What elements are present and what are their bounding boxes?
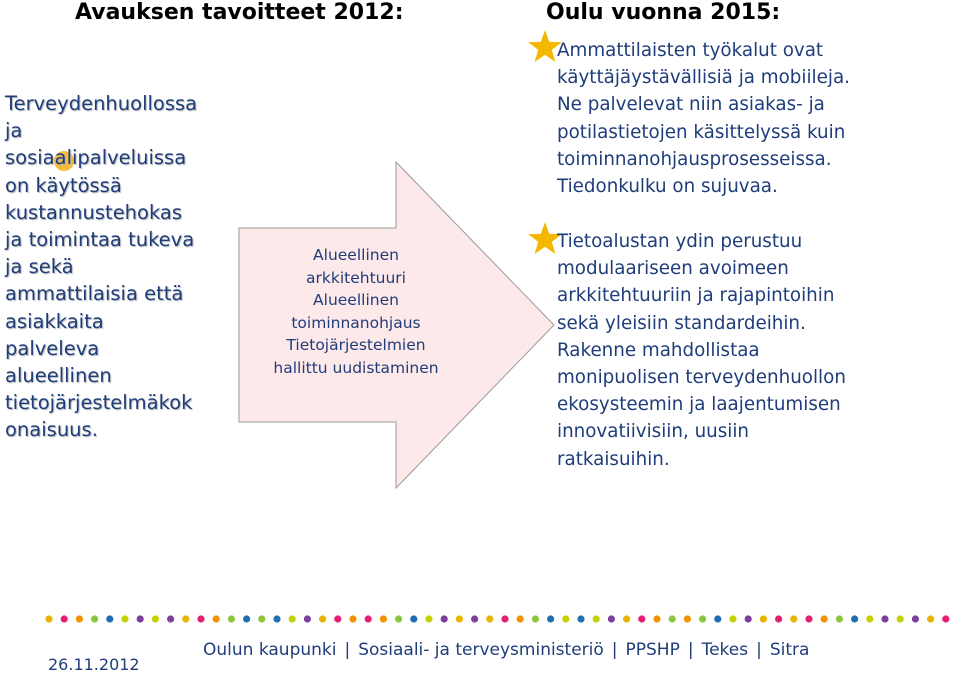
decorative-dot: [821, 615, 828, 622]
footer-separator: |: [687, 640, 694, 660]
bullet-line: ekosysteemin ja laajentumisen: [557, 394, 841, 416]
decorative-dot: [608, 615, 615, 622]
decorative-dot: [197, 615, 204, 622]
decorative-dot: [289, 615, 296, 622]
decorative-dot: [669, 615, 676, 622]
decorative-dot: [623, 615, 630, 622]
decorative-dot: [745, 615, 752, 622]
decorative-dot: [517, 615, 524, 622]
decorative-dot: [137, 615, 144, 622]
footer-org: PPSHP: [625, 640, 680, 660]
bullet-line: Rakenne mahdollistaa: [557, 339, 760, 361]
footer-org: Tekes: [701, 640, 749, 660]
goals-text-line: sosiaalipalveluissa: [5, 146, 187, 170]
decorative-dot: [562, 615, 569, 622]
decorative-dot: [942, 615, 949, 622]
goals-text-line: ja toimintaa tukeva: [5, 228, 195, 252]
decorative-dot: [380, 615, 387, 622]
bullet-line: monipuolisen terveydenhuollon: [557, 367, 846, 389]
decorative-dot: [638, 615, 645, 622]
footer-org: Sosiaali- ja terveysministeriö: [358, 640, 604, 660]
goals-text-line: ja: [5, 119, 23, 143]
arrow-text-line: Alueellinen: [313, 291, 399, 310]
decorative-dot: [866, 615, 873, 622]
decorative-dot: [912, 615, 919, 622]
decorative-dot: [456, 615, 463, 622]
bullet-line: Ammattilaisten työkalut ovat: [557, 40, 824, 61]
bullet-line: potilastietojen käsittelyssä kuin: [557, 121, 846, 143]
arrow-text-line: Alueellinen: [313, 246, 399, 264]
bullet-line: modulaariseen avoimeen: [557, 258, 789, 280]
decorative-dot: [501, 615, 508, 622]
decorative-dot: [760, 615, 767, 622]
arrow-text: [240, 244, 472, 380]
bullet-line: ratkaisuihin.: [557, 448, 670, 470]
goals-text-line: ja sekä: [5, 255, 74, 279]
goals-text-line: alueellinen: [5, 364, 112, 388]
decorative-dot: [425, 615, 432, 622]
decorative-dot: [365, 615, 372, 622]
decorative-dot: [61, 615, 68, 622]
decorative-dot: [714, 615, 721, 622]
decorative-dot: [334, 615, 341, 622]
decorative-dot: [395, 615, 402, 622]
bullet-line: Tietoalustan ydin perustuu: [557, 231, 803, 252]
decorative-dot: [836, 615, 843, 622]
goals-text-line: palveleva: [5, 336, 100, 360]
footer-date: 26.11.2012: [48, 655, 140, 674]
decorative-dot: [76, 615, 83, 622]
decorative-dot: [349, 615, 356, 622]
footer-org: Sitra: [769, 640, 810, 660]
arrow-text-line: toiminnanohjaus: [291, 313, 421, 332]
bullet-line: arkkitehtuuriin ja rajapintoihin: [557, 285, 835, 307]
decorative-dot: [45, 615, 52, 622]
bullet-tools: [557, 37, 850, 200]
decorative-dot: [273, 615, 280, 622]
footer-organizations: [203, 640, 809, 660]
decorative-dot: [881, 615, 888, 622]
decorative-dot: [213, 615, 220, 622]
decorative-dot: [927, 615, 934, 622]
heading-goals-2012: Avauksen tavoitteet 2012:: [75, 0, 404, 25]
decorative-dot: [258, 615, 265, 622]
decorative-dot: [577, 615, 584, 622]
decorative-dot: [441, 615, 448, 622]
decorative-dot: [593, 615, 600, 622]
arrow-text-line: arkkitehtuuri: [306, 268, 406, 287]
decorative-dot: [182, 615, 189, 622]
decorative-dot: [729, 615, 736, 622]
decorative-dot: [851, 615, 858, 622]
bullet-platform: [557, 228, 846, 473]
decorative-dot: [228, 615, 235, 622]
decorative-dot: [805, 615, 812, 622]
footer-separator: |: [756, 640, 762, 660]
decorative-dot: [897, 615, 904, 622]
bullet-line: Tiedonkulku on sujuvaa.: [557, 176, 778, 198]
decorative-dot: [106, 615, 113, 622]
arrow-text-line: hallittu uudistaminen: [273, 358, 439, 377]
decorative-dot: [152, 615, 159, 622]
goals-text: [5, 90, 235, 444]
goals-text-line: asiakkaita: [5, 309, 104, 333]
heading-oulu-2015: Oulu vuonna 2015:: [546, 0, 781, 25]
decorative-dot: [486, 615, 493, 622]
bullet-line: Ne palvelevat niin asiakas- ja: [557, 94, 825, 116]
arrow-text-line: Tietojärjestelmien: [286, 336, 426, 355]
footer-org: Oulun kaupunki: [203, 640, 337, 660]
decorative-dot: [167, 615, 174, 622]
goals-text-line: on käytössä: [5, 173, 122, 197]
goals-text-line: onaisuus.: [5, 418, 98, 442]
footer-separator: |: [344, 640, 351, 660]
decorative-dot: [699, 615, 706, 622]
decorative-dot: [91, 615, 98, 622]
decorative-dot: [532, 615, 539, 622]
decorative-dot: [790, 615, 797, 622]
bullet-line: käyttäjäystävällisiä ja mobiileja.: [557, 67, 850, 89]
decorative-dot: [243, 615, 250, 622]
goals-text-line: Terveydenhuollossa: [5, 92, 198, 115]
decorative-dot: [471, 615, 478, 622]
decorative-dot: [304, 615, 311, 622]
decorative-dot: [121, 615, 128, 622]
decorative-dot: [684, 615, 691, 622]
bullet-line: toiminnanohjausprosesseissa.: [557, 148, 832, 170]
goals-text-line: ammattilaisia että: [5, 282, 184, 306]
goals-text-line: kustannustehokas: [5, 200, 183, 224]
goals-text-line: tietojärjestelmäkok: [5, 391, 193, 415]
decorative-dot: [410, 615, 417, 622]
decorative-dots: [44, 614, 960, 624]
bullet-line: innovatiivisiin, uusiin: [557, 421, 750, 443]
decorative-dot: [775, 615, 782, 622]
decorative-dot: [547, 615, 554, 622]
footer-separator: |: [611, 640, 618, 660]
bullet-line: sekä yleisiin standardeihin.: [557, 312, 806, 334]
decorative-dot: [653, 615, 660, 622]
decorative-dot: [319, 615, 326, 622]
